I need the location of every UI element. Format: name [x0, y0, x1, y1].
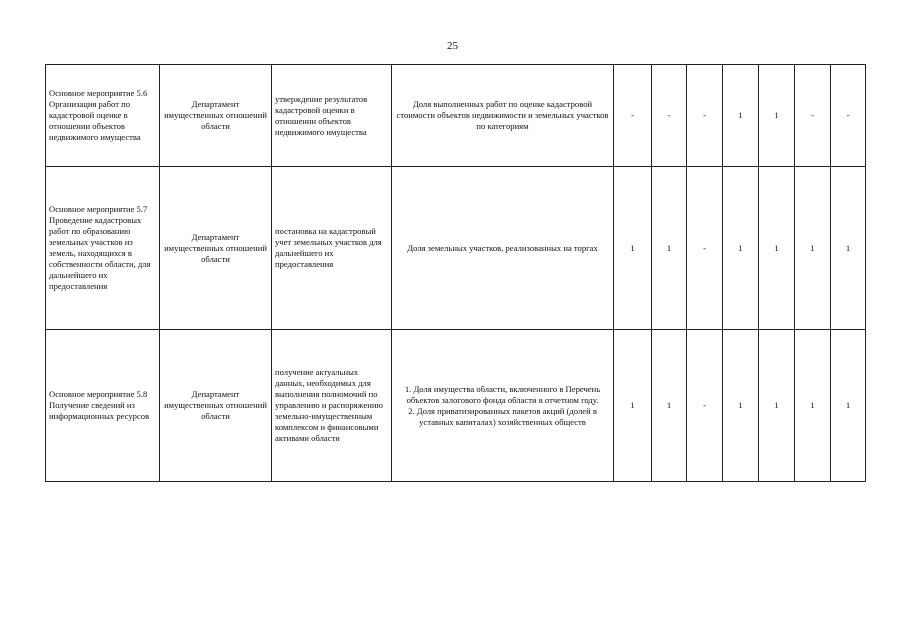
- program-events-table: [45, 64, 866, 482]
- indicator-text: 1. Доля имущества области, включенного в Перечень объектов залогового фонда области в отчетном году.: [404, 383, 601, 405]
- value-cell: -: [687, 330, 723, 482]
- result-cell: получение актуальных данных, необходимых для выполнения полномочий по управлению и распоряжению земельно-имущественным комплексом и финансовыми активами области: [272, 330, 392, 482]
- value-cell: -: [795, 65, 831, 167]
- value-cell: -: [831, 65, 866, 167]
- event-cell: Основное мероприятие 5.8 Получение сведений из информационных ресурсов: [46, 330, 160, 482]
- page-number: 25: [447, 40, 458, 52]
- value-cell: 1: [795, 330, 831, 482]
- indicator-cell: [392, 167, 614, 330]
- event-cell: Основное мероприятие 5.7 Проведение кадастровых работ по образованию земельных участков из земель, находящихся в собственности области, для дальнейшего их предоставления: [46, 167, 160, 330]
- value-cell: -: [652, 65, 687, 167]
- table-row: [46, 330, 866, 482]
- table-row: [46, 65, 866, 167]
- value-cell: -: [614, 65, 652, 167]
- value-cell: 1: [831, 330, 866, 482]
- indicator-cell: [392, 330, 614, 482]
- value-cell: 1: [759, 167, 795, 330]
- value-cell: 1: [723, 330, 759, 482]
- value-cell: 1: [614, 167, 652, 330]
- department-cell: Департамент имущественных отношений области: [160, 65, 272, 167]
- value-cell: 1: [759, 330, 795, 482]
- result-cell: постановка на кадастровый учет земельных участков для дальнейшего их предоставления: [272, 167, 392, 330]
- indicator-text: Доля выполненных работ по оценке кадастровой стоимости объектов недвижимости и земельных участков по категориям: [396, 99, 609, 131]
- result-cell: утверждение результатов кадастровой оценки в отношении объектов недвижимого имущества: [272, 65, 392, 167]
- value-cell: 1: [759, 65, 795, 167]
- department-cell: Департамент имущественных отношений области: [160, 330, 272, 482]
- value-cell: 1: [723, 167, 759, 330]
- value-cell: -: [687, 167, 723, 330]
- value-cell: 1: [652, 167, 687, 330]
- table-row: [46, 167, 866, 330]
- indicator-cell: [392, 65, 614, 167]
- value-cell: 1: [795, 167, 831, 330]
- department-cell: Департамент имущественных отношений области: [160, 167, 272, 330]
- value-cell: 1: [831, 167, 866, 330]
- value-cell: 1: [652, 330, 687, 482]
- value-cell: 1: [723, 65, 759, 167]
- value-cell: 1: [614, 330, 652, 482]
- value-cell: -: [687, 65, 723, 167]
- indicator-text: Доля земельных участков, реализованных на торгах: [407, 242, 598, 253]
- event-cell: Основное мероприятие 5.6 Организация работ по кадастровой оценке в отношении объектов недвижимого имущества: [46, 65, 160, 167]
- indicator-text: 2. Доля приватизированных пакетов акций (долей в уставных капиталах) хозяйственных обществ: [408, 405, 597, 427]
